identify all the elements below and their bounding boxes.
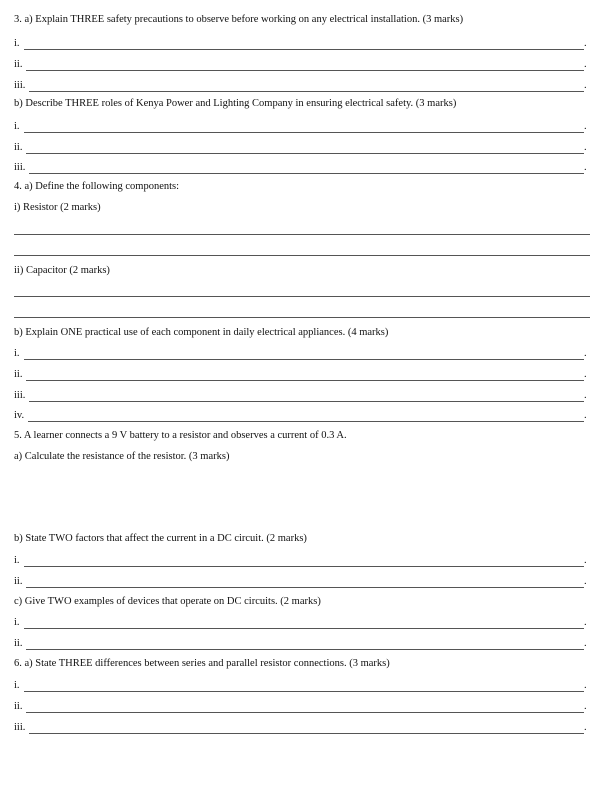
line-end: . (584, 617, 587, 628)
blank-line[interactable] (26, 702, 584, 713)
question-5c: c) Give TWO examples of devices that operate on DC circuits. (2 marks) (14, 596, 321, 607)
item-label: i. (14, 38, 20, 49)
question-4a-capacitor: ii) Capacitor (2 marks) (14, 265, 110, 276)
answer-line[interactable] (14, 162, 590, 174)
line-end: . (584, 348, 587, 359)
blank-line[interactable] (26, 370, 584, 381)
item-label: i. (14, 555, 20, 566)
line-end: . (584, 390, 587, 401)
item-label: ii. (14, 369, 23, 380)
answer-line[interactable] (14, 617, 590, 629)
blank-line[interactable] (24, 618, 584, 629)
answer-line[interactable] (14, 576, 590, 588)
item-label: i. (14, 121, 20, 132)
line-end: . (584, 680, 587, 691)
item-label: ii. (14, 59, 23, 70)
blank-line[interactable] (24, 681, 584, 692)
item-label: iii. (14, 80, 26, 91)
line-end: . (584, 162, 587, 173)
blank-line[interactable] (24, 39, 584, 50)
line-end: . (584, 576, 587, 587)
item-label: ii. (14, 576, 23, 587)
answer-line[interactable] (14, 722, 590, 734)
question-5-stem: 5. A learner connects a 9 V battery to a resistor and observes a current of 0.3 A. (14, 430, 347, 441)
line-end: . (584, 121, 587, 132)
line-end: . (584, 555, 587, 566)
item-label: iii. (14, 390, 26, 401)
blank-line[interactable] (29, 81, 584, 92)
line-end: . (584, 142, 587, 153)
answer-line[interactable] (14, 555, 590, 567)
question-4a-resistor: i) Resistor (2 marks) (14, 202, 101, 213)
answer-line[interactable] (14, 121, 590, 133)
answer-line[interactable] (14, 638, 590, 650)
blank-line[interactable] (26, 143, 584, 154)
question-4b: b) Explain ONE practical use of each component in daily electrical appliances. (4 marks) (14, 327, 389, 338)
answer-line[interactable] (14, 80, 590, 92)
answer-line[interactable] (14, 680, 590, 692)
blank-line[interactable] (14, 255, 590, 256)
line-end: . (584, 722, 587, 733)
answer-line[interactable] (14, 59, 590, 71)
item-label: iv. (14, 410, 25, 421)
item-label: i. (14, 680, 20, 691)
blank-line[interactable] (14, 317, 590, 318)
blank-line[interactable] (24, 556, 584, 567)
answer-line[interactable] (14, 142, 590, 154)
item-label: i. (14, 348, 20, 359)
line-end: . (584, 701, 587, 712)
blank-line[interactable] (26, 639, 584, 650)
item-label: ii. (14, 142, 23, 153)
item-label: iii. (14, 162, 26, 173)
line-end: . (584, 38, 587, 49)
blank-line[interactable] (24, 349, 584, 360)
answer-line[interactable] (14, 390, 590, 402)
answer-line[interactable] (14, 38, 590, 50)
line-end: . (584, 59, 587, 70)
answer-line[interactable] (14, 369, 590, 381)
question-3b: b) Describe THREE roles of Kenya Power and Lighting Company in ensuring electrical safety. (3 marks) (14, 98, 457, 109)
blank-line[interactable] (29, 391, 584, 402)
blank-line[interactable] (24, 122, 584, 133)
blank-line[interactable] (28, 411, 584, 422)
question-5a: a) Calculate the resistance of the resistor. (3 marks) (14, 451, 230, 462)
line-end: . (584, 369, 587, 380)
blank-line[interactable] (29, 723, 584, 734)
line-end: . (584, 410, 587, 421)
blank-line[interactable] (14, 234, 590, 235)
answer-line[interactable] (14, 410, 590, 422)
line-end: . (584, 80, 587, 91)
blank-line[interactable] (14, 296, 590, 297)
blank-line[interactable] (26, 577, 584, 588)
line-end: . (584, 638, 587, 649)
blank-line[interactable] (26, 60, 584, 71)
question-4a: 4. a) Define the following components: (14, 181, 180, 192)
item-label: iii. (14, 722, 26, 733)
item-label: ii. (14, 638, 23, 649)
item-label: i. (14, 617, 20, 628)
question-5b: b) State TWO factors that affect the current in a DC circuit. (2 marks) (14, 533, 307, 544)
answer-line[interactable] (14, 348, 590, 360)
answer-line[interactable] (14, 701, 590, 713)
question-3a: 3. a) Explain THREE safety precautions to observe before working on any electrical installation. (3 marks) (14, 14, 464, 25)
blank-line[interactable] (29, 163, 584, 174)
question-6a: 6. a) State THREE differences between series and parallel resistor connections. (3 marks) (14, 658, 390, 669)
item-label: ii. (14, 701, 23, 712)
